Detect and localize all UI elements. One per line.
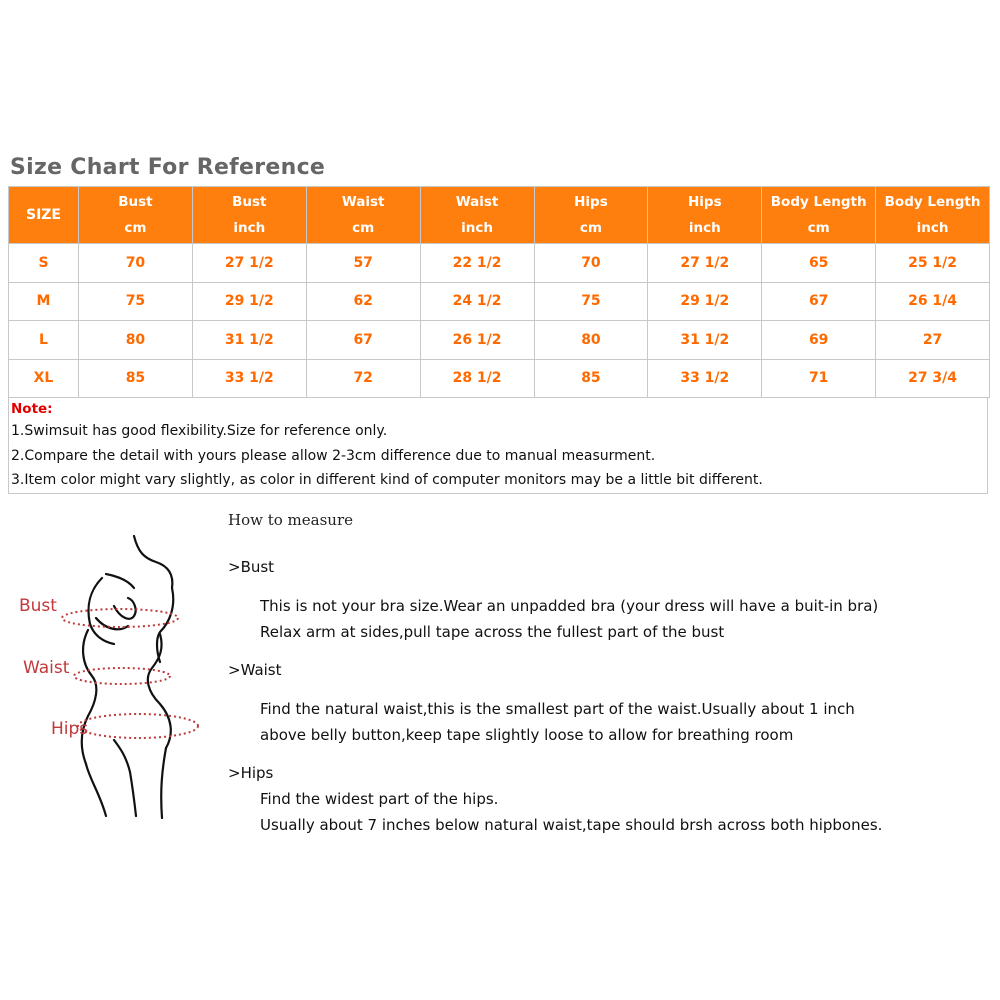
table-cell: 28 1/2	[420, 359, 534, 398]
table-cell: 65	[762, 244, 876, 283]
torso-left-outline	[82, 630, 97, 764]
waist-heading: >Waist	[228, 661, 282, 679]
table-row	[9, 321, 990, 360]
right-leg-outline	[161, 748, 166, 818]
table-cell: 80	[534, 321, 648, 360]
bust-text: Relax arm at sides,pull tape across the fullest part of the bust	[260, 623, 725, 641]
table-row	[9, 282, 990, 321]
table-cell: 25 1/2	[876, 244, 990, 283]
table-header-row	[9, 187, 990, 244]
header-waist-inch	[420, 187, 534, 244]
hips-tape-icon	[78, 714, 198, 738]
how-to-measure-title: How to measure	[228, 511, 353, 529]
note-line: 2.Compare the detail with yours please allow 2-3cm difference due to manual measurment.	[11, 447, 656, 464]
header-unit: inch	[233, 220, 266, 236]
waist-text: above belly button,keep tape slightly loose to allow for breathing room	[260, 726, 794, 744]
header-name: Body Length	[770, 194, 867, 210]
hips-text: Find the widest part of the hips.	[260, 790, 499, 808]
header-name: Hips	[688, 194, 722, 210]
size-chart-table	[8, 186, 990, 398]
table-row	[9, 244, 990, 283]
table-row	[9, 359, 990, 398]
header-hips-inch	[648, 187, 762, 244]
table-cell: 71	[762, 359, 876, 398]
size-cell: L	[9, 321, 79, 360]
header-unit: inch	[461, 220, 493, 236]
table-cell: 33 1/2	[192, 359, 306, 398]
left-leg-outline	[86, 764, 106, 816]
table-cell: 70	[534, 244, 648, 283]
crotch-outline	[114, 740, 136, 816]
header-name: Hips	[574, 194, 608, 210]
table-cell: 70	[79, 244, 193, 283]
header-waist-cm	[306, 187, 420, 244]
header-unit: inch	[688, 220, 721, 236]
table-cell: 85	[534, 359, 648, 398]
page-title: Size Chart For Reference	[10, 155, 326, 180]
table-cell: 75	[534, 282, 648, 321]
bust-tape-icon	[62, 609, 178, 627]
header-name: Bust	[118, 194, 153, 210]
header-unit: cm	[124, 220, 147, 236]
table-cell: 67	[762, 282, 876, 321]
table-cell: 80	[79, 321, 193, 360]
table-cell: 33 1/2	[648, 359, 762, 398]
body-measurement-figure	[10, 526, 210, 826]
header-unit: cm	[579, 220, 602, 236]
note-line: 1.Swimsuit has good flexibility.Size for reference only.	[11, 423, 388, 439]
how-to-measure-section	[228, 510, 988, 834]
hips-text: Usually about 7 inches below natural waist,tape should brsh across both hipbones.	[260, 816, 883, 834]
bust-text: This is not your bra size.Wear an unpadded bra (your dress will have a buit-in bra)	[260, 597, 879, 615]
torso-right-outline	[148, 634, 171, 748]
table-cell: 67	[306, 321, 420, 360]
table-cell: 85	[79, 359, 193, 398]
waist-label: Waist	[23, 658, 70, 678]
table-cell: 29 1/2	[192, 282, 306, 321]
header-bust-inch	[192, 187, 306, 244]
table-cell: 26 1/4	[876, 282, 990, 321]
table-cell: 57	[306, 244, 420, 283]
bust-label: Bust	[19, 596, 57, 616]
header-body-length-cm	[762, 187, 876, 244]
neck-outline	[134, 536, 172, 588]
note-title: Note:	[11, 401, 53, 417]
bust-heading: >Bust	[228, 558, 275, 576]
header-name: Bust	[232, 194, 267, 210]
header-unit: inch	[916, 220, 949, 236]
hips-heading: >Hips	[228, 764, 274, 782]
header-size: SIZE	[9, 187, 79, 244]
waist-tape-icon	[74, 668, 170, 684]
table-cell: 26 1/2	[420, 321, 534, 360]
size-cell: S	[9, 244, 79, 283]
table-cell: 27 1/2	[648, 244, 762, 283]
note-line: 3.Item color might vary slightly, as color in different kind of computer monitors may be a little bit different.	[11, 472, 763, 488]
table-cell: 27 1/2	[192, 244, 306, 283]
header-name: Waist	[455, 194, 499, 210]
table-cell: 62	[306, 282, 420, 321]
header-name: Body Length	[884, 194, 981, 210]
waist-text: Find the natural waist,this is the smallest part of the waist.Usually about 1 inch	[260, 700, 855, 718]
header-bust-cm	[79, 187, 193, 244]
header-name: Waist	[341, 194, 385, 210]
table-cell: 72	[306, 359, 420, 398]
header-body-length-inch	[876, 187, 990, 244]
table-cell: 24 1/2	[420, 282, 534, 321]
table-cell: 75	[79, 282, 193, 321]
table-cell: 27	[876, 321, 990, 360]
table-cell: 69	[762, 321, 876, 360]
header-unit: cm	[807, 220, 830, 236]
shoulder-outline	[106, 574, 134, 588]
table-cell: 27 3/4	[876, 359, 990, 398]
table-cell: 31 1/2	[192, 321, 306, 360]
size-cell: M	[9, 282, 79, 321]
header-unit: cm	[352, 220, 375, 236]
hips-label: Hips	[51, 719, 89, 739]
table-cell: 29 1/2	[648, 282, 762, 321]
notes-box	[8, 397, 988, 494]
table-cell: 22 1/2	[420, 244, 534, 283]
table-cell: 31 1/2	[648, 321, 762, 360]
size-cell: XL	[9, 359, 79, 398]
header-hips-cm	[534, 187, 648, 244]
